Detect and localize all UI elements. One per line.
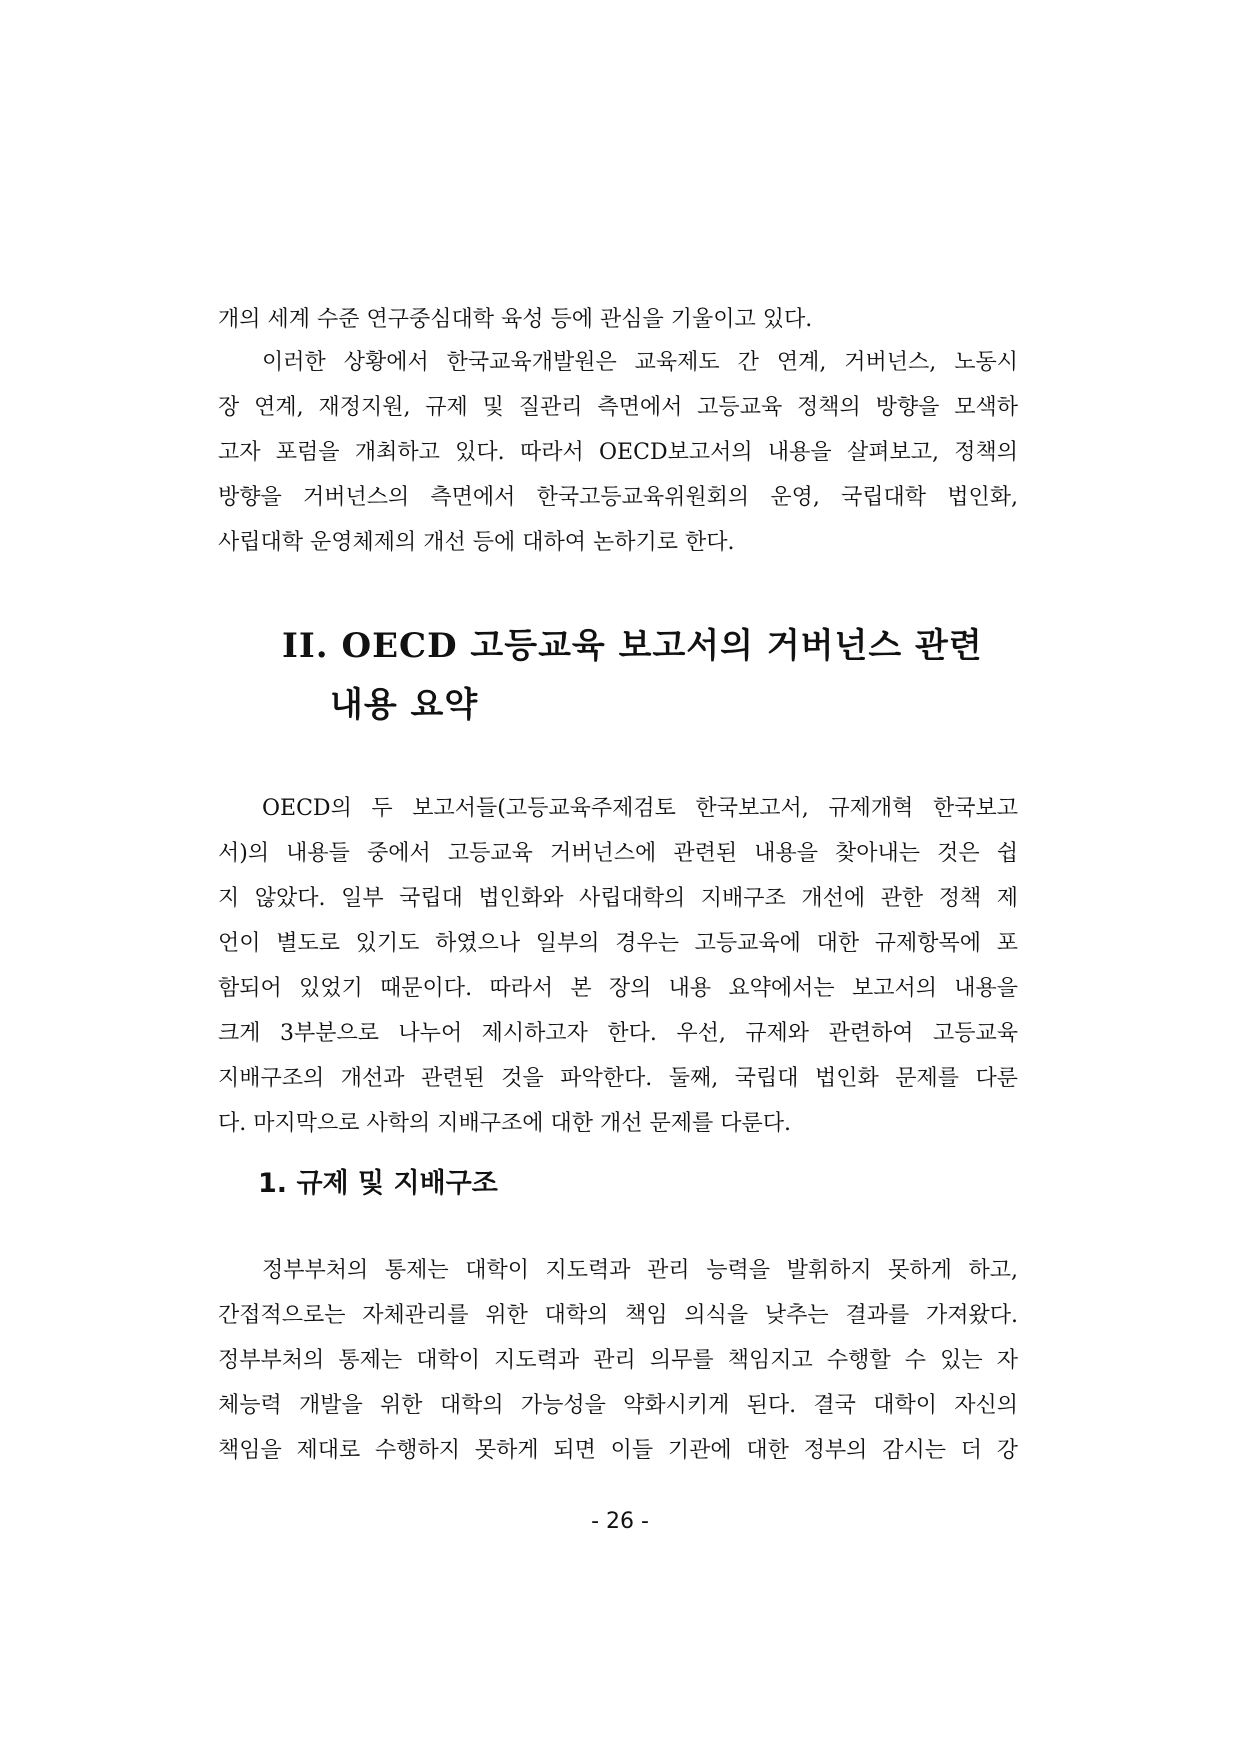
- text-line: 다. 마지막으로 사학의 지배구조에 대한 개선 문제를 다룬다.: [218, 1111, 791, 1136]
- page-number: - 26 -: [591, 1509, 649, 1534]
- text-line: 언이 별도로 있기도 하였으나 일부의 경우는 고등교육에 대한 규제항목에 포: [218, 931, 1018, 956]
- text-line: 이러한 상황에서 한국교육개발원은 교육제도 간 연계, 거버넌스, 노동시: [262, 350, 1018, 375]
- text-line: 크게 3부분으로 나누어 제시하고자 한다. 우선, 규제와 관련하여 고등교육: [218, 1021, 1018, 1046]
- text-line: 사립대학 운영체제의 개선 등에 대하여 논하기로 한다.: [218, 530, 735, 555]
- section-heading-line1: II. OECD 고등교육 보고서의 거버넌스 관련: [282, 626, 983, 666]
- text-line: 함되어 있었기 때문이다. 따라서 본 장의 내용 요약에서는 보고서의 내용을: [218, 976, 1018, 1001]
- text-line: 방향을 거버넌스의 측면에서 한국고등교육위원회의 운영, 국립대학 법인화,: [218, 485, 1018, 510]
- text-line: 지배구조의 개선과 관련된 것을 파악한다. 둘째, 국립대 법인화 문제를 다룬: [218, 1066, 1018, 1091]
- text-line: 장 연계, 재정지원, 규제 및 질관리 측면에서 고등교육 정책의 방향을 모색하: [218, 395, 1018, 420]
- text-line: 고자 포럼을 개최하고 있다. 따라서 OECD보고서의 내용을 살펴보고, 정책의: [218, 440, 1018, 465]
- text-line: 지 않았다. 일부 국립대 법인화와 사립대학의 지배구조 개선에 관한 정책 제: [218, 886, 1018, 911]
- text-line: 서)의 내용들 중에서 고등교육 거버넌스에 관련된 내용을 찾아내는 것은 쉽: [218, 841, 1018, 866]
- text-line: 간접적으로는 자체관리를 위한 대학의 책임 의식을 낮추는 결과를 가져왔다.: [218, 1303, 1018, 1328]
- text-line: OECD의 두 보고서들(고등교육주제검토 한국보고서, 규제개혁 한국보고: [262, 796, 1018, 821]
- text-line: 체능력 개발을 위한 대학의 가능성을 약화시키게 된다. 결국 대학이 자신의: [218, 1393, 1018, 1418]
- text-line: 개의 세계 수준 연구중심대학 육성 등에 관심을 기울이고 있다.: [218, 307, 813, 332]
- subsection-heading: 1. 규제 및 지배구조: [258, 1168, 498, 1199]
- text-line: 정부부처의 통제는 대학이 지도력과 관리 능력을 발휘하지 못하게 하고,: [262, 1258, 1018, 1283]
- text-line: 정부부처의 통제는 대학이 지도력과 관리 의무를 책임지고 수행할 수 있는 자: [218, 1348, 1018, 1373]
- text-line: 책임을 제대로 수행하지 못하게 되면 이들 기관에 대한 정부의 감시는 더 강: [218, 1438, 1018, 1463]
- section-heading-line2: 내용 요약: [330, 685, 479, 725]
